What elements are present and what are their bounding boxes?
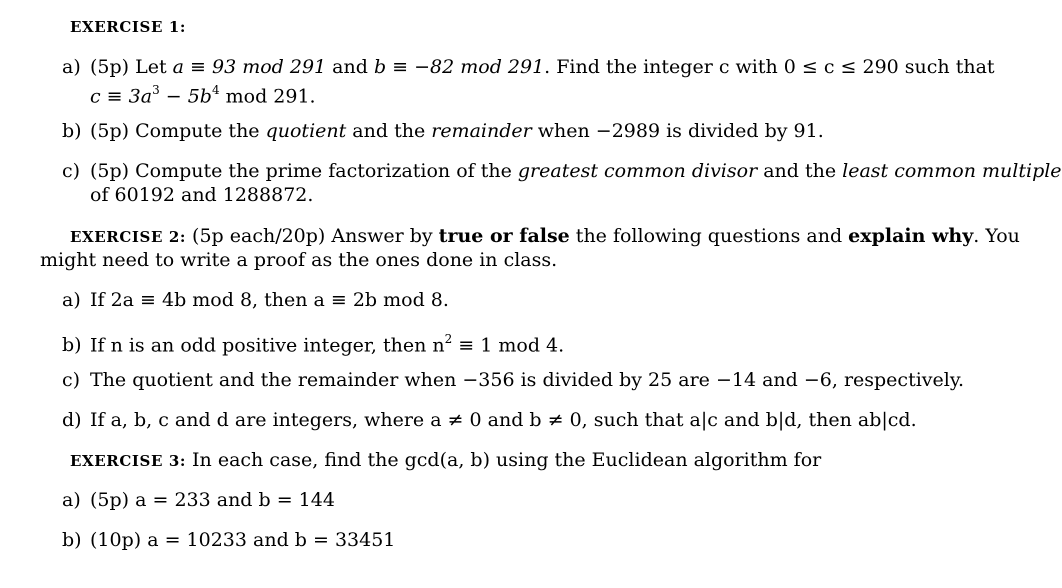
exercise-1-heading xyxy=(70,14,186,39)
exercise-2-intro-line1: EXERCISE 2: (5p each/20p) Answer by true or false the following questions and explain why. You xyxy=(70,225,1020,247)
exercise-2-intro-line2: might need to write a proof as the ones done in class. xyxy=(40,249,558,271)
ex2-item-d: d) If a, b, c and d are integers, where a ≠ 0 and b ≠ 0, such that a|c and b|d, then ab|cd. xyxy=(62,409,917,431)
ex1-item-c-line2: of 60192 and 1288872. xyxy=(90,184,314,206)
ex1-item-b: b) (5p) Compute the quotient and the remainder when −2989 is divided by 91. xyxy=(62,120,824,142)
ex3-item-b: b) (10p) a = 10233 and b = 33451 xyxy=(62,529,396,551)
exercise-3-intro: EXERCISE 3: In each case, find the gcd(a, b) using the Euclidean algorithm for xyxy=(70,449,822,471)
ex1-item-a-line1: a) (5p) Let a ≡ 93 mod 291 and b ≡ −82 mod 291. Find the integer c with 0 ≤ c ≤ 290 such that xyxy=(62,56,995,78)
ex3-item-a: a) (5p) a = 233 and b = 144 xyxy=(62,489,335,511)
ex2-item-b: b) If n is an odd positive integer, then $n^2 \equiv 1$ mod 4. xyxy=(62,332,565,357)
exercise-1-title: EXERCISE 1: xyxy=(70,18,186,36)
exercise-3-title: EXERCISE 3: xyxy=(70,452,186,470)
ex2-item-c: c) The quotient and the remainder when −356 is divided by 25 are −14 and −6, respectively. xyxy=(62,369,965,391)
ex1-item-c-line1: c) (5p) Compute the prime factorization of the greatest common divisor and the least common multiple xyxy=(62,160,1062,182)
ex1-item-a-line2: $c \equiv 3a^3 - 5b^4$ mod 291. xyxy=(90,83,316,108)
exercise-2-title: EXERCISE 2: xyxy=(70,228,186,246)
ex2-item-a: a) If 2a ≡ 4b mod 8, then a ≡ 2b mod 8. xyxy=(62,289,449,311)
